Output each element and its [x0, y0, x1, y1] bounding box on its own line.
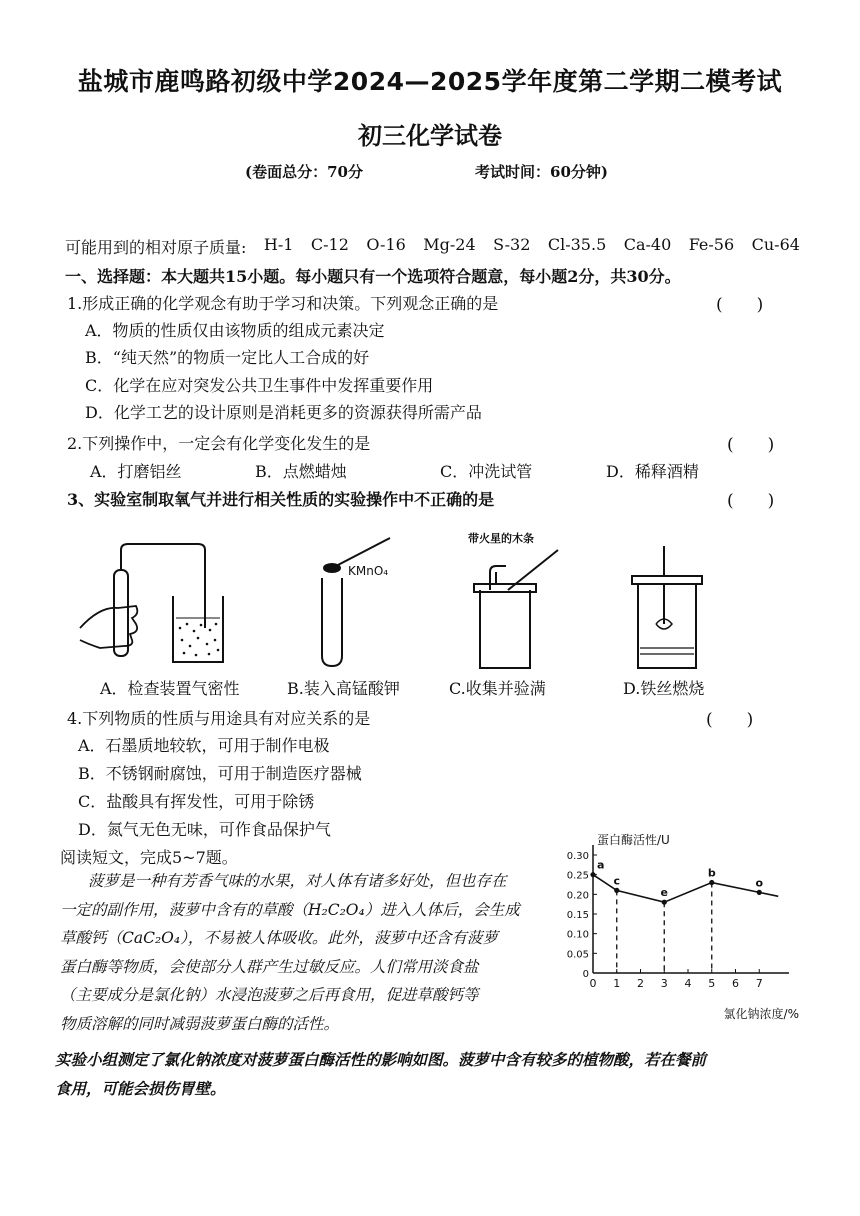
- exam-subtitle: 初三化学试卷: [358, 122, 502, 150]
- chart-point-label: a: [597, 858, 605, 872]
- atomic-mass-item: Fe-56: [688, 235, 735, 254]
- chart-y-label: 蛋白酶活性/U: [597, 833, 670, 847]
- atomic-masses-label: 可能用到的相对原子质量:: [65, 238, 247, 257]
- atomic-mass-item: O-16: [366, 235, 406, 254]
- passage-line: 蛋白酶等物质，会使部分人群产生过敏反应。人们常用淡食盐: [60, 958, 479, 976]
- option: C．化学在应对突发公共卫生事件中发挥重要作用: [85, 376, 434, 395]
- passage-line: 物质溶解的同时减弱菠萝蛋白酶的活性。: [60, 1015, 340, 1033]
- option: A．打磨铝丝: [90, 462, 182, 481]
- option: C．冲洗试管: [440, 462, 533, 481]
- option: A．石墨质地较软，可用于制作电极: [78, 736, 330, 755]
- gas-collection-diagram: [474, 550, 558, 668]
- figure-caption: D.铁丝燃烧: [623, 679, 705, 698]
- atomic-mass-item: Ca-40: [623, 235, 672, 254]
- enzyme-activity-chart: [555, 828, 805, 1028]
- exam-title: 盐城市鹿鸣路初级中学2024—2025学年度第二学期二模考试: [77, 67, 783, 96]
- atomic-mass-item: Mg-24: [423, 235, 476, 254]
- option: C．盐酸具有挥发性，可用于除锈: [78, 792, 315, 811]
- chart-y-tick-label: 0: [582, 969, 589, 980]
- question-1-stem: 1.形成正确的化学观念有助于学习和决策。下列观念正确的是: [67, 294, 499, 313]
- chart-data-point: [590, 872, 595, 877]
- iron-combustion-diagram: [632, 546, 702, 668]
- option: B．不锈钢耐腐蚀，可用于制造医疗器械: [78, 764, 362, 783]
- chart-x-tick-label: 5: [708, 977, 716, 990]
- section-heading: 一、选择题：本大题共15小题。每小题只有一个选项符合题意，每小题2分，共30分。: [65, 267, 681, 286]
- option: D．氮气无色无味，可作食品保护气: [78, 820, 331, 839]
- passage-line: 草酸钙（CaC₂O₄），不易被人体吸收。此外，菠萝中还含有菠萝: [60, 929, 498, 947]
- chart-data-point: [614, 888, 619, 893]
- atomic-mass-item: Cu-64: [751, 235, 800, 254]
- chart-x-tick-label: 3: [660, 977, 668, 990]
- chart-y-tick-label: 0.10: [566, 929, 589, 941]
- kmno4-label: KMnO₄: [348, 564, 389, 578]
- chart-y-tick-label: 0.30: [566, 851, 589, 862]
- kmno4-loading-diagram: [322, 538, 390, 666]
- atomic-mass-item: H-1: [263, 235, 294, 254]
- chart-y-tick-label: 0.25: [566, 870, 589, 882]
- option: B．点燃蜡烛: [255, 462, 347, 481]
- figure-caption: A．检查装置气密性: [100, 679, 240, 698]
- passage-line: 一定的副作用，菠萝中含有的草酸（H₂C₂O₄）进入人体后，会生成: [60, 901, 520, 919]
- airtightness-check-diagram: [80, 544, 223, 662]
- answer-paren: ( ): [706, 710, 754, 730]
- atomic-mass-item: Cl-35.5: [547, 235, 607, 254]
- option: B．“纯天然”的物质一定比人工合成的好: [85, 348, 370, 367]
- splint-label: 带火星的木条: [468, 532, 534, 545]
- reading-intro: 阅读短文，完成5~7题。: [60, 848, 238, 867]
- passage-after-line: 食用，可能会损伤胃壁。: [55, 1079, 226, 1098]
- option: D．化学工艺的设计原则是消耗更多的资源获得所需产品: [85, 403, 482, 422]
- chart-x-tick-label: 6: [732, 977, 739, 990]
- option: A．物质的性质仅由该物质的组成元素决定: [85, 321, 385, 340]
- chart-series-line: [593, 875, 778, 903]
- chart-y-tick-label: 0.05: [566, 949, 589, 961]
- atomic-mass-item: C-12: [310, 235, 349, 254]
- chart-point-label: b: [707, 866, 716, 880]
- chart-data-point: [709, 880, 714, 885]
- chart-point-label: c: [613, 874, 621, 888]
- chart-x-label: 氯化钠浓度/%: [723, 1007, 799, 1021]
- chart-x-tick-label: 4: [684, 977, 692, 990]
- apparatus-figure: [60, 528, 800, 676]
- question-2-stem: 2.下列操作中，一定会有化学变化发生的是: [67, 434, 371, 453]
- question-3-stem: 3、实验室制取氧气并进行相关性质的实验操作中不正确的是: [67, 490, 495, 509]
- exam-time: 考试时间：60分钟): [475, 163, 608, 181]
- total-score: (卷面总分：70分: [245, 163, 363, 181]
- answer-paren: ( ): [727, 491, 775, 511]
- chart-x-tick-label: 7: [755, 977, 763, 990]
- chart-data-point: [757, 890, 762, 895]
- chart-point-label: e: [660, 886, 668, 900]
- atomic-mass-item: S-32: [493, 235, 531, 254]
- chart-x-tick-label: 2: [637, 977, 644, 990]
- option: D．稀释酒精: [606, 462, 699, 481]
- figure-caption: B.装入高锰酸钾: [287, 679, 400, 698]
- chart-y-tick-label: 0.15: [566, 910, 589, 921]
- passage-after-line: 实验小组测定了氯化钠浓度对菠萝蛋白酶活性的影响如图。菠萝中含有较多的植物酸，若在餐前: [55, 1050, 707, 1069]
- chart-point-label: o: [755, 876, 764, 890]
- passage-line: 菠萝是一种有芳香气味的水果，对人体有诸多好处，但也存在: [88, 872, 507, 890]
- figure-caption: C.收集并验满: [449, 679, 546, 698]
- passage-line: （主要成分是氯化钠）水浸泡菠萝之后再食用，促进草酸钙等: [60, 986, 479, 1004]
- chart-x-tick-label: 1: [613, 977, 621, 990]
- question-4-stem: 4.下列物质的性质与用途具有对应关系的是: [67, 709, 371, 728]
- chart-x-tick-label: 0: [589, 977, 597, 990]
- answer-paren: ( ): [727, 435, 775, 455]
- chart-y-tick-label: 0.20: [566, 890, 589, 902]
- chart-data-point: [662, 900, 667, 905]
- atomic-masses-line: [65, 235, 800, 258]
- answer-paren: ( ): [716, 295, 764, 315]
